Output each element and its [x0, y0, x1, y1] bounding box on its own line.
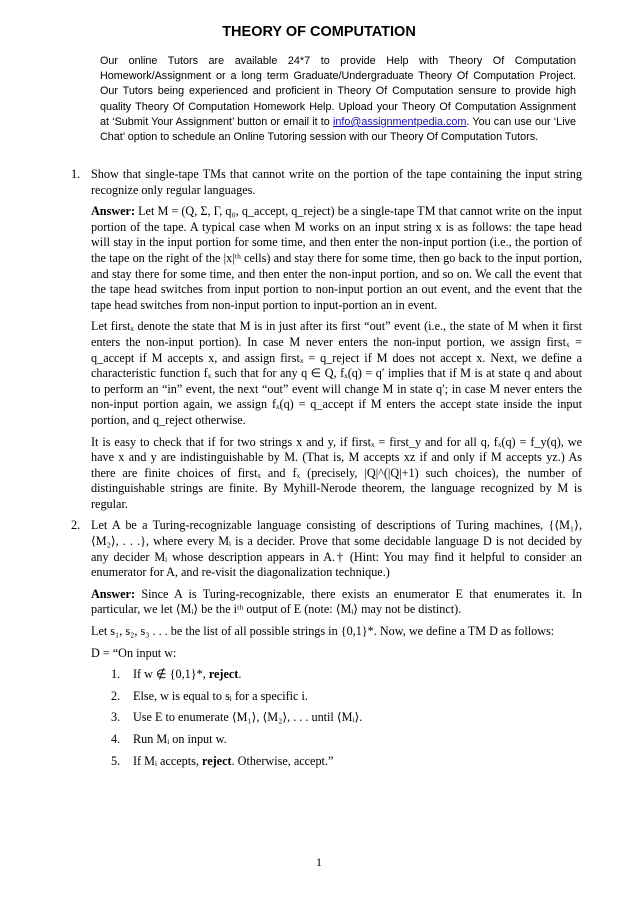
answer-1-para-1 [91, 204, 582, 313]
promo-text-after: . You can use our ‘Live Chat’ option to schedule an Online Tutoring session with our Theory Of Computation Tutors. [100, 115, 576, 144]
tm-step-after: . Otherwise, accept.” [231, 753, 334, 768]
answer-1-para-3: It is easy to check that if for two strings x and y, if firstₓ = first_y and for all q, fₓ(q) = f_y(q), we have x and y are indistinguishable by M. (That is, M accepts xz if and only if M accepts yz.) As there are finite choices of firstₓ and fₓ (precisely, |Q|^(|Q|+1) such choices), the number of distinguishable strings are finite. By Myhill-Nerode theorem, the language recognized by M is regular. [91, 434, 582, 511]
tm-definition-line: D = “On input w: [91, 645, 177, 660]
tm-step [111, 667, 582, 683]
answer-2-para-1-text: Since A is Turing-recognizable, there exists an enumerator E that enumerates it. In particular, we let ⟨Mᵢ⟩ be the iᵗʰ output of E (note: ⟨Mᵢ⟩ may not be distinct). [91, 586, 582, 617]
tm-step-number: 1. [111, 667, 121, 682]
tm-step-number: 3. [111, 710, 121, 725]
tm-step-after: . [238, 667, 242, 682]
email-link[interactable]: info@assignmentpedia.com [332, 115, 467, 128]
page-title: THEORY OF COMPUTATION [222, 24, 416, 40]
promo-text-before: Our online Tutors are available 24*7 to provide Help with Theory Of Computation Homework/Assignment or a long term Graduate/Undergraduate Theory Of Computation Project. Our Tutors being experienced and proficient in Theory Of Computation sensure to provide high quality Theory Of Computation Homework Help. Upload your Theory Of Computation Assignment at ‘Submit Your Assignment’ button or email it to [100, 55, 576, 128]
tm-step-text: Use E to enumerate ⟨M₁⟩, ⟨M₂⟩, . . . until ⟨Mᵢ⟩. [133, 710, 363, 725]
question-1 [71, 167, 582, 204]
answer-1-para-2: Let firstₓ denote the state that M is in just after its first “out” event (i.e., the state of M when it first enters the non-input portion). In case M never enters the non-input portion, we assign firstₓ = q_accept if M accepts x, and assign firstₓ = q_reject if M does not accept x. Next, we define a characteristic function fₓ such that for any q ∈ Q, fₓ(q) = q′ implies that if M is at state q and about to perform an “in” event, the next “out” event will change M in state q′; in case M never enters the non-input portion again, we assign fₓ(q) = q_accept if M enters the accept state inside the input portion, and q_reject otherwise. [91, 319, 582, 427]
tm-step [111, 732, 582, 748]
tm-step [111, 689, 582, 705]
tm-step-text: If w ∉ {0,1}*, [133, 667, 209, 682]
question-2 [71, 518, 582, 586]
answer-2-label: Answer: [91, 586, 136, 601]
answer-2-para-1 [91, 587, 582, 618]
promo-paragraph [100, 54, 576, 145]
page-number: 1 [316, 855, 322, 869]
answer-1-label: Answer: [91, 204, 136, 219]
tm-step-bold: reject [208, 667, 239, 682]
answer-1-para-1-text: Let M = (Q, Σ, Γ, q₀, q_accept, q_reject) be a single-tape TM that cannot write on the input portion of the tape. A typical case when M works on an input string x is as follows: the tape head will stay in the input portion for some time, and then enter the non-input portion (i.e., the portion of the tape on the right of the |x|ᵗʰ cells) and stay there for some time, then go back to the input portion, and stay there for some time, and then enter the non-input portion, and so on. We call the event that the tape head switches from input portion to non-input portion an out event, and the event that the tape head switches from non-input portion to input-portion an in event. [91, 204, 582, 312]
tm-step-text: Run Mᵢ on input w. [133, 732, 227, 746]
tm-step-text: If Mᵢ accepts, [133, 753, 202, 768]
tm-step-bold: reject [202, 753, 232, 768]
tm-step-number: 5. [111, 753, 121, 768]
tm-step-text: Else, w is equal to sᵢ for a specific i. [133, 688, 308, 703]
question-2-text: Let A be a Turing-recognizable language consisting of descriptions of Turing machines, {⟨M₁⟩, ⟨M₂⟩, . . .}, where every Mᵢ is a decider. Prove that some decidable language D is not decided by any decider Mᵢ whose description appears in A.† (Hint: You may find it helpful to consider an enumerator for A, and re-visit the diagonalization technique.) [91, 518, 582, 580]
tm-step [111, 754, 582, 770]
question-1-text: Show that single-tape TMs that cannot write on the portion of the tape containing the input string recognize only regular languages. [91, 167, 582, 197]
answer-2-para-2: Let s₁, s₂, s₃ . . . be the list of all possible strings in {0,1}*. Now, we define a TM D as follows: [91, 624, 555, 639]
main-content [71, 167, 582, 775]
tm-step [111, 710, 582, 726]
question-2-number: 2. [71, 518, 81, 533]
tm-step-number: 2. [111, 688, 121, 703]
tm-step-number: 4. [111, 732, 121, 746]
tm-steps-list [111, 667, 582, 769]
question-1-number: 1. [71, 167, 81, 181]
